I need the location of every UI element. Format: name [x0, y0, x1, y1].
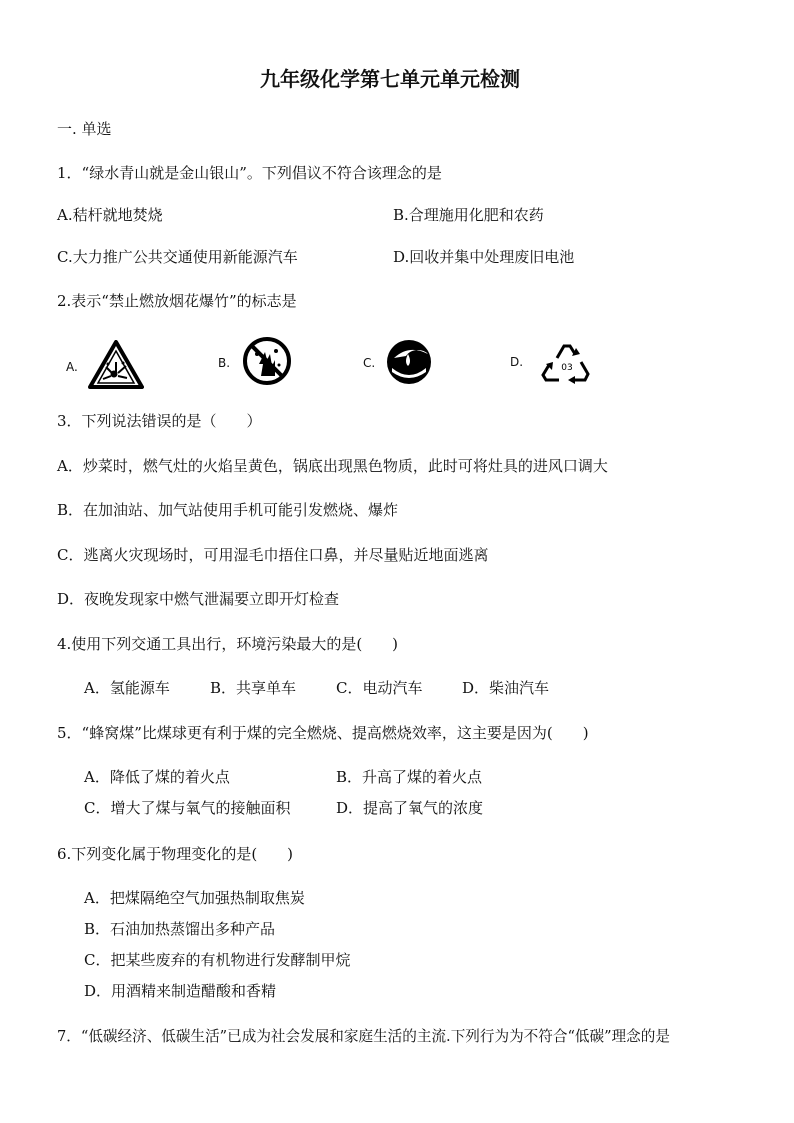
q5-option-c: C．增大了煤与氧气的接触面积	[84, 799, 291, 817]
section-heading: 一. 单选	[57, 120, 112, 138]
recycle-code-label	[556, 360, 578, 374]
water-saving-icon	[384, 338, 434, 386]
q3-stem: 3．下列说法错误的是（ ）	[57, 412, 262, 430]
q5-option-a: A．降低了煤的着火点	[84, 768, 230, 786]
q4-option-a: A．氢能源车	[84, 679, 170, 697]
q1-stem: 1．“绿水青山就是金山银山”。下列倡议不符合该理念的是	[57, 164, 442, 182]
q6-stem: 6.下列变化属于物理变化的是( )	[57, 845, 294, 863]
q4-option-b: B．共享单车	[210, 679, 297, 697]
q1-option-c: C.大力推广公共交通使用新能源汽车	[57, 248, 298, 266]
q4-option-d: D．柴油汽车	[462, 679, 550, 697]
q7-stem: 7．“低碳经济、低碳生活”已成为社会发展和家庭生活的主流.下列行为为不符合“低碳”理念的是	[57, 1028, 670, 1045]
q6-option-b: B．石油加热蒸馏出多种产品	[84, 920, 276, 938]
q6-option-c: C．把某些废弃的有机物进行发酵制甲烷	[84, 951, 351, 969]
q1-option-a: A.秸杆就地焚烧	[57, 206, 163, 224]
q5-option-d: D．提高了氧气的浓度	[336, 799, 484, 817]
q2-label-b: B.	[218, 356, 231, 370]
q3-option-d: D．夜晚发现家中燃气泄漏要立即开灯检查	[57, 590, 340, 608]
no-fireworks-icon	[239, 336, 295, 386]
recycle-code-text: 03	[561, 363, 573, 373]
q5-stem: 5．“蜂窝煤”比煤球更有利于煤的完全燃烧、提高燃烧效率，这主要是因为( )	[57, 724, 589, 742]
q2-label-d: D.	[510, 355, 524, 369]
page-title: 九年级化学第七单元单元检测	[260, 67, 520, 91]
q4-stem: 4.使用下列交通工具出行，环境污染最大的是( )	[57, 635, 399, 653]
q1-option-d: D.回收并集中处理废旧电池	[393, 248, 575, 266]
q3-option-c: C．逃离火灾现场时，可用湿毛巾捂住口鼻，并尽量贴近地面逃离	[57, 546, 489, 564]
q1-option-b: B.合理施用化肥和农药	[393, 206, 544, 224]
q4-option-c: C．电动汽车	[336, 679, 423, 697]
q3-option-b: B．在加油站、加气站使用手机可能引发燃烧、爆炸	[57, 501, 399, 519]
q2-label-c: C.	[363, 356, 376, 370]
q3-option-a: A．炒菜时，燃气灶的火焰呈黄色，锅底出现黑色物质，此时可将灶具的进风口调大	[57, 457, 608, 475]
q2-label-a: A.	[66, 360, 78, 374]
q6-option-d: D．用酒精来制造醋酸和香精	[84, 982, 277, 1000]
explosive-warning-icon	[88, 340, 144, 390]
q2-stem: 2.表示“禁止燃放烟花爆竹”的标志是	[57, 292, 297, 310]
q6-option-a: A．把煤隔绝空气加强热制取焦炭	[84, 889, 305, 907]
q5-option-b: B．升高了煤的着火点	[336, 768, 483, 786]
